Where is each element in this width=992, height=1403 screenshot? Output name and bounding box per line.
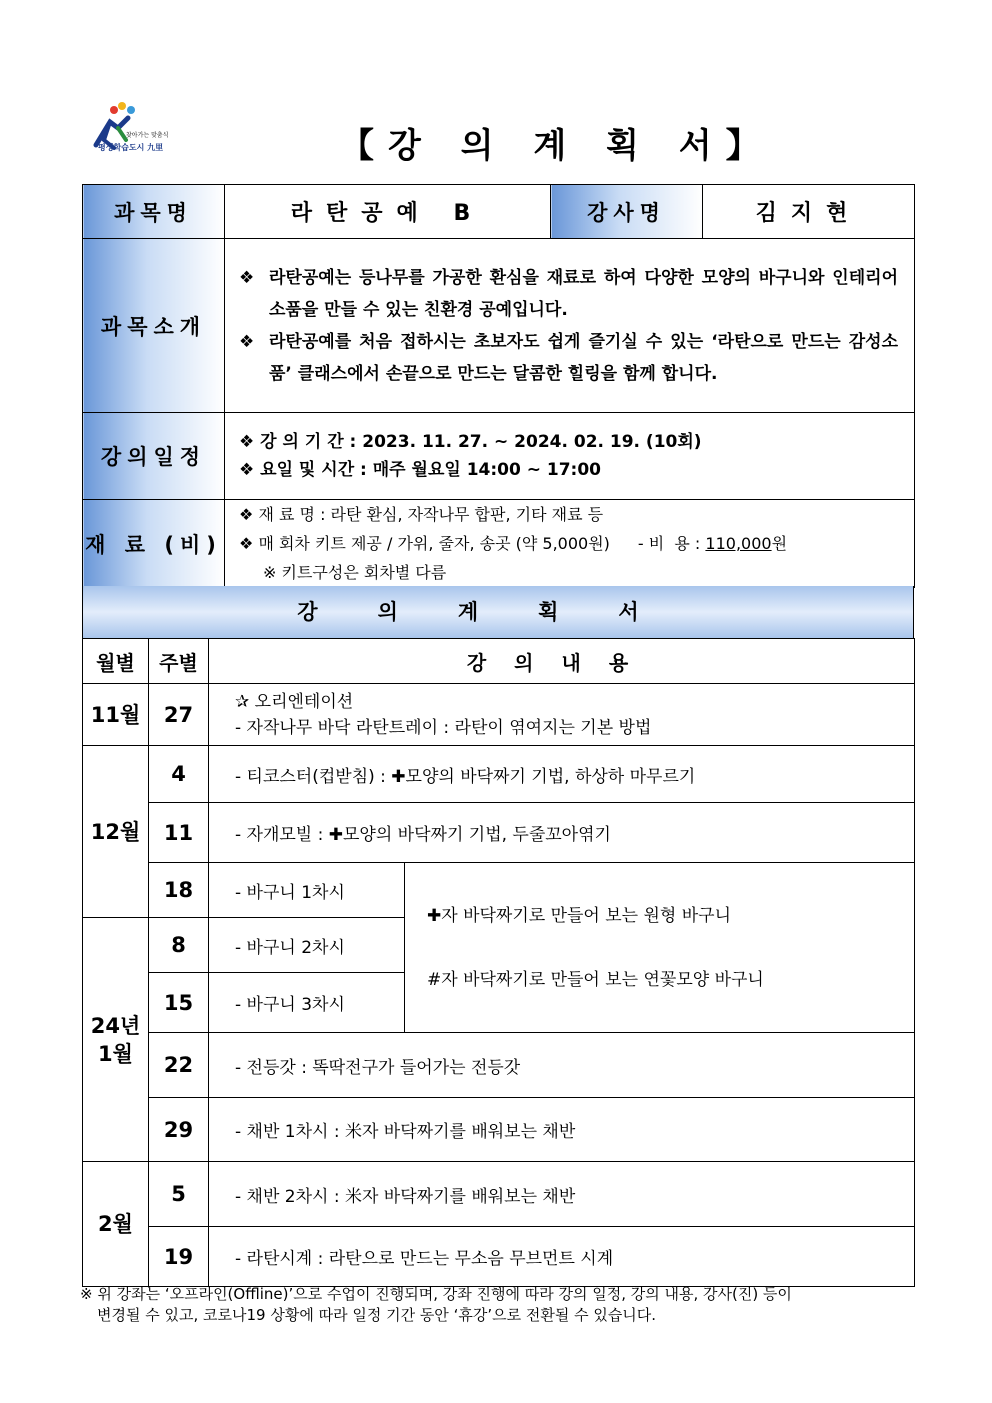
diamond-bullet-icon: ❖ bbox=[239, 534, 259, 553]
intro-item: 라탄공예는 등나무를 가공한 환심을 재료로 하여 다양한 모양의 바구니와 인테리어 소품을 만들 수 있는 친환경 공예입니다. bbox=[269, 267, 898, 320]
intro-content bbox=[225, 239, 915, 413]
material-content bbox=[225, 500, 915, 588]
schedule-label: 강의일정 bbox=[83, 413, 225, 500]
footnote-line: ※ 위 강좌는 ‘오프라인(Offline)’으로 수업이 진행되며, 강좌 진행에 따라 강의 일정, 강의 내용, 강사(진) 등이 bbox=[80, 1285, 792, 1303]
cost-label: - 비 용 : bbox=[637, 534, 706, 553]
diamond-bullet-icon: ❖ bbox=[239, 331, 255, 352]
diamond-bullet-icon: ❖ bbox=[239, 267, 255, 288]
lecture-content: - 자개모빌 : ✚모양의 바닥짜기 기법, 두줄꼬아엮기 bbox=[209, 803, 915, 863]
document-title: 【강 의 계 획 서】 bbox=[340, 126, 774, 166]
subject-value: 라탄공예 B bbox=[225, 185, 551, 239]
cost-value: 110,000 bbox=[705, 534, 772, 553]
lecture-content bbox=[209, 684, 915, 746]
plan-section-title: 강의계획서 bbox=[82, 586, 914, 638]
lecture-content: - 티코스터(컵받침) : ✚모양의 바닥짜기 기법, 하상하 마무르기 bbox=[209, 746, 915, 803]
lecture-content: - 바구니 2차시 bbox=[209, 918, 405, 973]
diamond-bullet-icon: ❖ bbox=[239, 460, 261, 480]
footnote-line: 변경될 수 있고, 코로나19 상황에 따라 일정 기간 동안 ‘휴강’으로 전환될 수 있습니다. bbox=[97, 1306, 657, 1324]
lecture-content: - 바구니 3차시 bbox=[209, 973, 405, 1033]
month-cell: 2월 bbox=[83, 1162, 149, 1287]
lecture-content: - 바구니 1차시 bbox=[209, 863, 405, 918]
content-line: ✰ 오리엔테이션 bbox=[235, 691, 354, 712]
content-line: - 자작나무 바닥 라탄트레이 : 라탄이 엮여지는 기본 방법 bbox=[235, 717, 652, 738]
instructor-label: 강사명 bbox=[551, 185, 703, 239]
schedule-content bbox=[225, 413, 915, 500]
month-cell: 24년 1월 bbox=[83, 918, 149, 1162]
basket-note-line: #자 바닥짜기로 만들어 보는 연꽃모양 바구니 bbox=[427, 969, 764, 990]
week-cell: 27 bbox=[149, 684, 209, 746]
diamond-bullet-icon: ❖ bbox=[239, 505, 259, 524]
week-cell: 19 bbox=[149, 1227, 209, 1287]
basket-note-line: ✚자 바닥짜기로 만들어 보는 원형 바구니 bbox=[427, 905, 732, 926]
week-cell: 29 bbox=[149, 1098, 209, 1162]
subject-label: 과목명 bbox=[83, 185, 225, 239]
month-cell: 12월 bbox=[83, 746, 149, 918]
course-info-table bbox=[82, 184, 915, 588]
material-label: 재 료 (비) bbox=[83, 500, 225, 588]
lecture-plan-table bbox=[82, 638, 915, 1287]
material-line2: 매 회차 키트 제공 / 가위, 줄자, 송곳 (약 5,000원) bbox=[258, 534, 610, 553]
week-cell: 18 bbox=[149, 863, 209, 918]
week-cell: 4 bbox=[149, 746, 209, 803]
lecture-content: - 채반 1차시 : ⽶자 바닥짜기를 배워보는 채반 bbox=[209, 1098, 915, 1162]
week-cell: 5 bbox=[149, 1162, 209, 1227]
intro-item: 라탄공예를 처음 접하시는 초보자도 쉽게 즐기실 수 있는 ‘라탄으로 만드는 감성소품’ 클래스에서 손끝으로 만드는 달콤한 힐링을 함께 합니다. bbox=[269, 331, 898, 384]
week-cell: 15 bbox=[149, 973, 209, 1033]
col-month-header: 월별 bbox=[83, 639, 149, 684]
lecture-content: - 라탄시계 : 라탄으로 만드는 무소음 무브먼트 시계 bbox=[209, 1227, 915, 1287]
cost-unit: 원 bbox=[771, 534, 788, 553]
month-cell: 11월 bbox=[83, 684, 149, 746]
material-note: ※ 키트구성은 회차별 다름 bbox=[263, 563, 447, 582]
week-cell: 22 bbox=[149, 1033, 209, 1098]
lecture-content: - 전등갓 : 똑딱전구가 들어가는 전등갓 bbox=[209, 1033, 915, 1098]
col-week-header: 주별 bbox=[149, 639, 209, 684]
week-cell: 11 bbox=[149, 803, 209, 863]
lecture-content: - 채반 2차시 : ⽶자 바닥짜기를 배워보는 채반 bbox=[209, 1162, 915, 1227]
week-cell: 8 bbox=[149, 918, 209, 973]
logo-name: 평생학습도시 九里 bbox=[98, 143, 164, 152]
instructor-value: 김지현 bbox=[703, 185, 915, 239]
logo-tagline: 찾아가는 맞춤식 bbox=[126, 132, 169, 139]
basket-series-note bbox=[405, 863, 915, 1033]
schedule-item: 요일 및 시간 : 매주 월요일 14:00 ~ 17:00 bbox=[260, 460, 602, 480]
material-line1: 재 료 명 : 라탄 환심, 자작나무 합판, 기타 재료 등 bbox=[258, 505, 604, 524]
intro-label: 과목소개 bbox=[83, 239, 225, 413]
col-content-header: 강의내용 bbox=[209, 639, 915, 684]
footnote bbox=[80, 1284, 900, 1326]
diamond-bullet-icon: ❖ bbox=[239, 432, 261, 452]
schedule-item: 강 의 기 간 : 2023. 11. 27. ~ 2024. 02. 19. (10회) bbox=[260, 432, 702, 452]
